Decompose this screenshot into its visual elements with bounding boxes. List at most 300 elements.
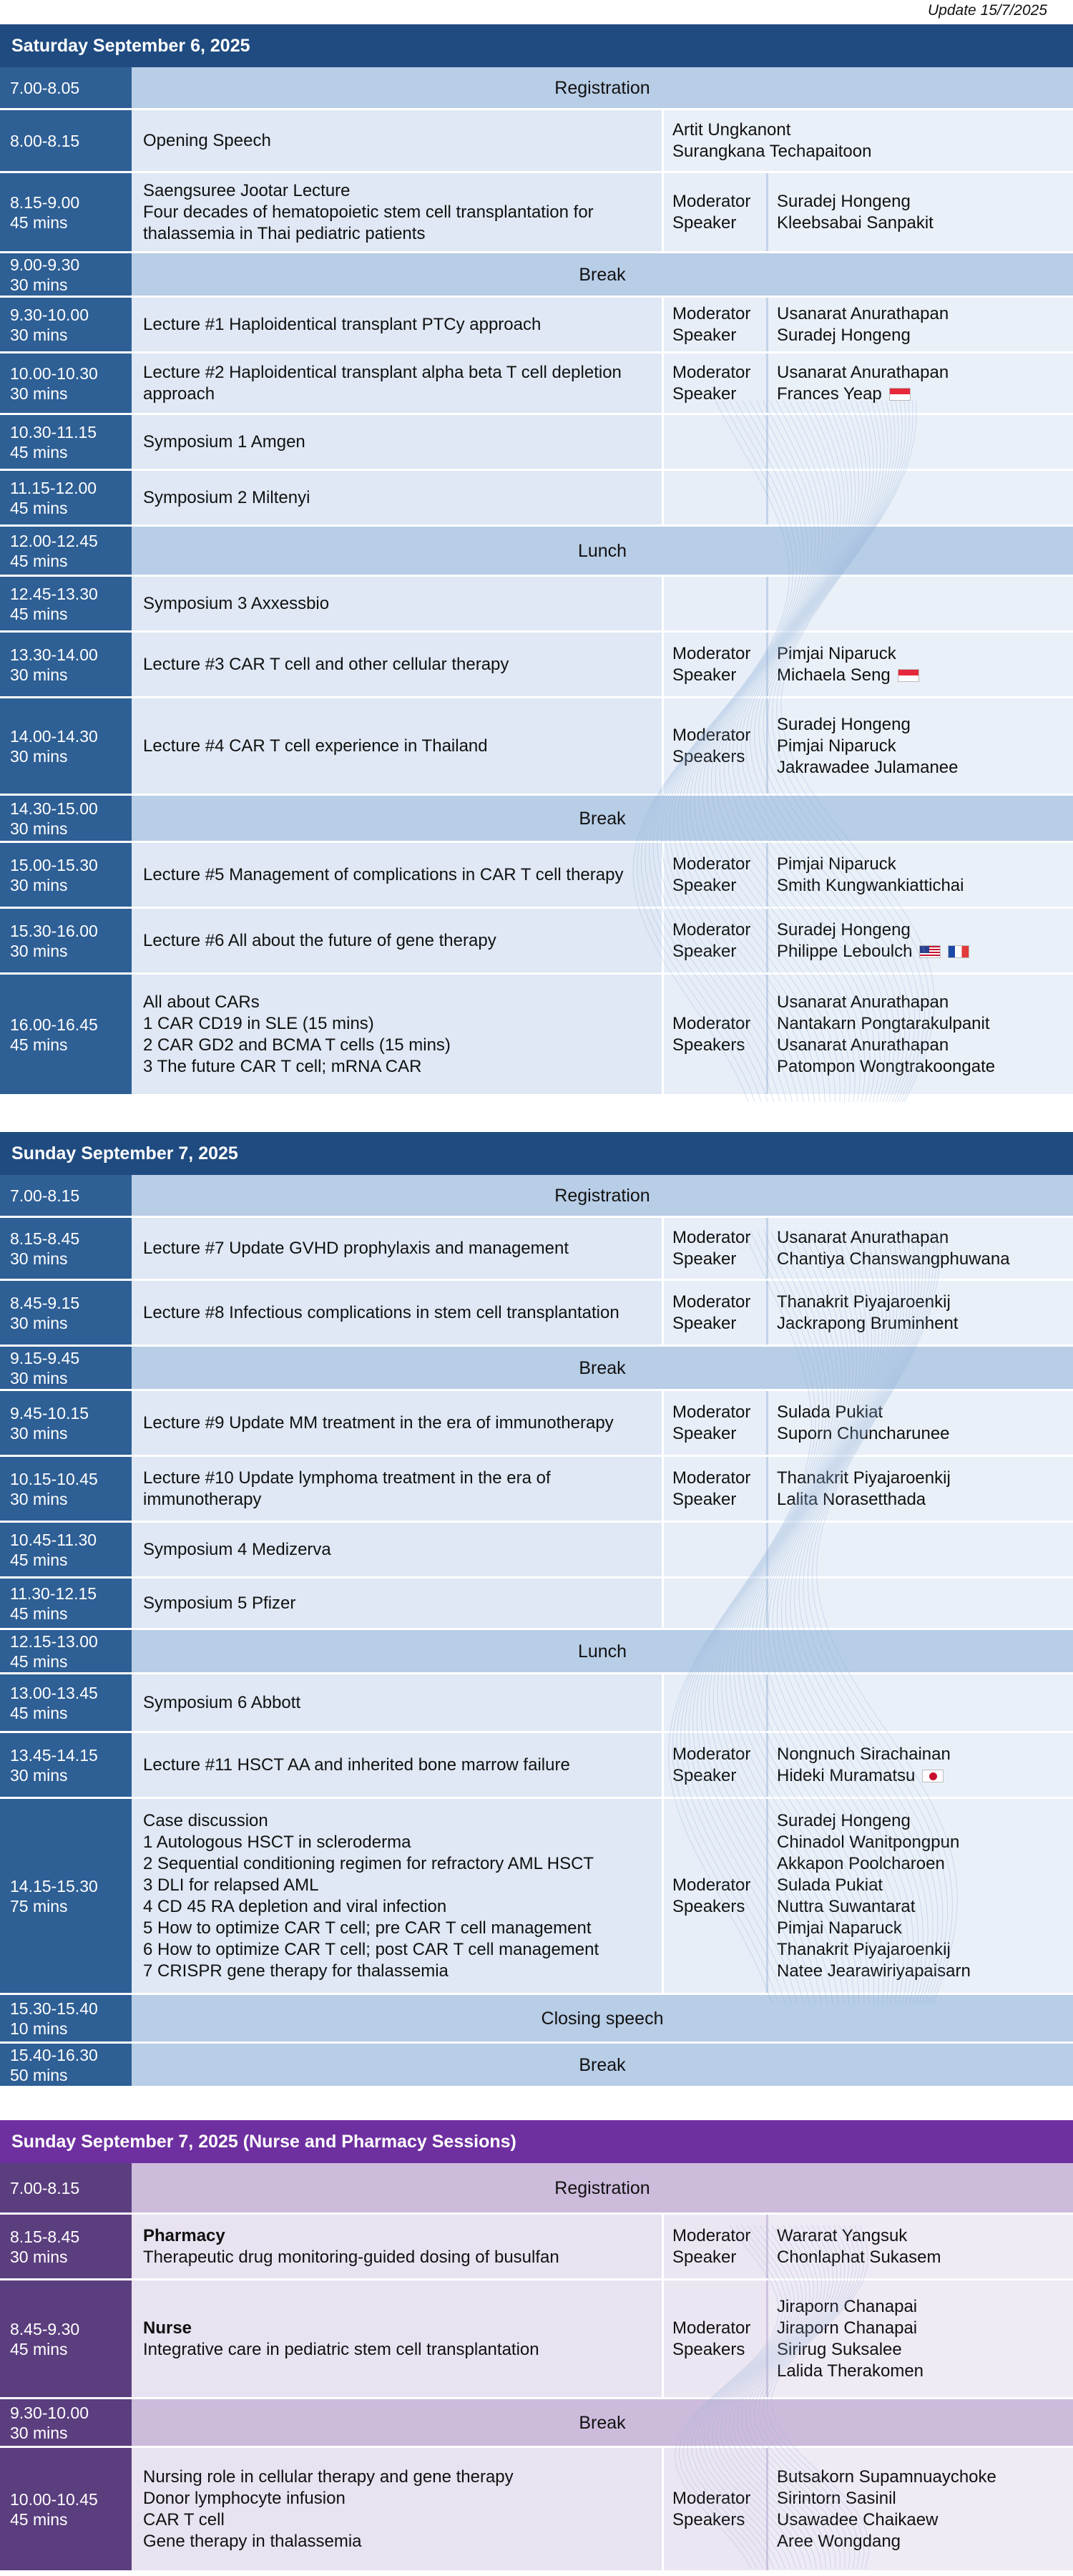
- duration: 75 mins: [10, 1896, 68, 1916]
- time-range: 15.30-15.40: [10, 1999, 98, 2018]
- session-title-line: Nursing role in cellular therapy and gene therapy: [143, 2467, 514, 2487]
- schedule-banner-row: [0, 1175, 1073, 1218]
- presenter-name: Frances Yeap: [777, 384, 1066, 405]
- session-title-line: Gene therapy in thalassemia: [143, 2531, 362, 2551]
- presenter-names-cell: [768, 2215, 1073, 2278]
- presenter-names-cell: [768, 471, 1073, 525]
- session-title-cell: [132, 1579, 664, 1628]
- duration: 50 mins: [10, 2065, 68, 2084]
- presenter-name: Jiraporn Chanapai: [777, 2318, 918, 2338]
- banner-label: Break: [132, 796, 1073, 841]
- role-label: Moderator: [672, 1468, 751, 1488]
- role-cell: [664, 2448, 768, 2570]
- presenter-name: Chinadol Wanitpongpun: [777, 1832, 960, 1852]
- schedule-banner-row: [0, 1630, 1073, 1674]
- session-title-line: 3 DLI for relapsed AML: [143, 1875, 319, 1895]
- presenter-names-cell: [768, 173, 1073, 251]
- time-cell: [0, 1175, 132, 1216]
- duration: 10 mins: [10, 2019, 68, 2038]
- duration: 30 mins: [10, 1368, 68, 1387]
- duration: 45 mins: [10, 1550, 68, 1569]
- time-range: 7.00-8.15: [10, 1186, 80, 1205]
- role-cell: [664, 1799, 768, 1993]
- time-range: 10.15-10.45: [10, 1469, 98, 1488]
- role-label: Moderator: [672, 1013, 751, 1033]
- time-cell: [0, 1281, 132, 1345]
- presenter-name: Pimjai Niparuck: [777, 854, 896, 874]
- presenter-names-cell: [768, 1281, 1073, 1345]
- banner-label: Registration: [132, 67, 1073, 108]
- role-label: Speaker: [672, 941, 737, 961]
- presenter-names-cell: [768, 975, 1073, 1094]
- presenter-names-cell: [768, 2280, 1073, 2397]
- presenter-name: Surangkana Techapaitoon: [672, 141, 872, 161]
- role-cell: [664, 1391, 768, 1455]
- time-range: 12.00-12.45: [10, 531, 98, 550]
- session-title-cell: [132, 1733, 664, 1797]
- flag-jp-icon: [922, 1770, 944, 1782]
- time-range: 16.00-16.45: [10, 1015, 98, 1034]
- time-cell: [0, 110, 132, 171]
- time-cell: [0, 353, 132, 413]
- duration: 45 mins: [10, 604, 68, 623]
- time-range: 9.15-9.45: [10, 1348, 80, 1367]
- presenter-name: Jakrawadee Julamanee: [777, 757, 959, 777]
- role-cell: [664, 415, 768, 469]
- time-cell: [0, 796, 132, 841]
- presenter-name: Artit Ungkanont: [672, 119, 791, 140]
- role-label: Speaker: [672, 1313, 737, 1333]
- session-title-line: Symposium 3 Axxessbio: [143, 593, 330, 613]
- presenter-name: Philippe Leboulch: [777, 941, 1066, 962]
- role-label: Moderator: [672, 362, 751, 382]
- day-header: Sunday September 7, 2025 (Nurse and Pharmacy Sessions): [0, 2120, 1073, 2163]
- presenter-name: Smith Kungwankiattichai: [777, 875, 964, 895]
- session-title-line: Lecture #6 All about the future of gene therapy: [143, 930, 496, 950]
- schedule-banner-row: [0, 253, 1073, 298]
- presenter-names-cell: [768, 1579, 1073, 1628]
- presenter-name: Hideki Muramatsu: [777, 1765, 1066, 1787]
- presenter-name: Usanarat Anurathapan: [777, 1035, 949, 1055]
- session-title-cell: [132, 1391, 664, 1455]
- duration: 30 mins: [10, 1313, 68, 1332]
- schedule-row: [0, 173, 1073, 253]
- role-label: Speaker: [672, 1765, 737, 1785]
- presenter-name: Nuttra Suwantarat: [777, 1896, 916, 1916]
- session-title-line: Lecture #10 Update lymphoma treatment in the era of immunotherapy: [143, 1468, 551, 1509]
- session-title-line: Lecture #11 HSCT AA and inherited bone marrow failure: [143, 1755, 570, 1775]
- session-title-line: Symposium 4 Medizerva: [143, 1539, 331, 1559]
- role-label: Moderator: [672, 2318, 751, 2338]
- time-cell: [0, 2163, 132, 2212]
- session-title-line: 3 The future CAR T cell; mRNA CAR: [143, 1056, 422, 1076]
- schedule-row: [0, 975, 1073, 1096]
- banner-label: Registration: [132, 1175, 1073, 1216]
- role-label: Speaker: [672, 1489, 737, 1509]
- schedule-row: [0, 1281, 1073, 1347]
- time-cell: [0, 577, 132, 630]
- time-range: 10.30-11.15: [10, 422, 97, 441]
- session-title-cell: [132, 577, 664, 630]
- duration: 45 mins: [10, 1604, 68, 1623]
- presenter-name: Suradej Hongeng: [777, 1810, 911, 1830]
- session-title-line: Lecture #2 Haploidentical transplant alpha beta T cell depletion approach: [143, 362, 622, 404]
- role-cell: [664, 1457, 768, 1521]
- role-label: Speaker: [672, 1423, 737, 1443]
- role-label: Speakers: [672, 1896, 745, 1916]
- presenter-name: Patompon Wongtrakoongate: [777, 1056, 996, 1076]
- presenter-names-cell: [768, 1391, 1073, 1455]
- session-title-line: Lecture #1 Haploidentical transplant PTCy approach: [143, 314, 542, 334]
- role-cell: [664, 471, 768, 525]
- role-cell: [664, 1733, 768, 1797]
- schedule-banner-row: [0, 1347, 1073, 1391]
- time-range: 10.00-10.30: [10, 364, 98, 383]
- duration: 30 mins: [10, 2423, 68, 2442]
- presenter-name: Sulada Pukiat: [777, 1875, 883, 1895]
- time-cell: [0, 1674, 132, 1731]
- time-cell: [0, 1995, 132, 2041]
- presenter-name: Suradej Hongeng: [777, 325, 911, 345]
- role-label: Moderator: [672, 191, 751, 211]
- time-range: 8.15-8.45: [10, 2227, 80, 2246]
- time-range: 7.00-8.05: [10, 78, 80, 97]
- schedule-row: [0, 1457, 1073, 1523]
- presenter-name: Aree Wongdang: [777, 2531, 901, 2551]
- session-title-line: 5 How to optimize CAR T cell; pre CAR T cell management: [143, 1918, 592, 1938]
- role-label: Moderator: [672, 303, 751, 323]
- time-cell: [0, 2448, 132, 2570]
- flag-sg-icon: [889, 388, 911, 401]
- session-title-cell: [132, 843, 664, 907]
- session-title-line: Symposium 2 Miltenyi: [143, 487, 310, 507]
- time-range: 12.45-13.30: [10, 584, 98, 603]
- session-title-cell: [132, 1523, 664, 1576]
- duration: 30 mins: [10, 1423, 68, 1443]
- session-title-line: Lecture #5 Management of complications in CAR T cell therapy: [143, 864, 624, 884]
- schedule-row: [0, 1523, 1073, 1579]
- session-title-cell: [132, 1674, 664, 1731]
- time-cell: [0, 1733, 132, 1797]
- session-title-line: Symposium 5 Pfizer: [143, 1593, 296, 1613]
- session-title-line: Pharmacy: [143, 2225, 225, 2245]
- time-cell: [0, 1579, 132, 1628]
- duration: 45 mins: [10, 1652, 68, 1671]
- duration: 30 mins: [10, 1765, 68, 1785]
- day-header: Sunday September 7, 2025: [0, 1132, 1073, 1175]
- schedule-row: [0, 633, 1073, 698]
- session-title-line: Integrative care in pediatric stem cell transplantation: [143, 2339, 539, 2359]
- presenter-names-cell: [768, 843, 1073, 907]
- session-title-cell: [132, 975, 664, 1094]
- session-title-line: Lecture #3 CAR T cell and other cellular therapy: [143, 654, 509, 674]
- duration: 30 mins: [10, 819, 68, 838]
- duration: 45 mins: [10, 2339, 68, 2358]
- presenter-name: Nongnuch Sirachainan: [777, 1744, 951, 1764]
- presenter-name: Pimjai Naparuck: [777, 1918, 902, 1938]
- time-range: 9.30-10.00: [10, 2403, 89, 2422]
- schedule-row: [0, 2280, 1073, 2399]
- duration: 30 mins: [10, 746, 68, 766]
- duration: 30 mins: [10, 665, 68, 684]
- duration: 45 mins: [10, 2509, 68, 2529]
- presenter-names-cell: [768, 909, 1073, 972]
- presenter-names-cell: [768, 1218, 1073, 1279]
- presenter-name: Usanarat Anurathapan: [777, 362, 949, 382]
- time-range: 13.45-14.15: [10, 1745, 98, 1765]
- session-title-cell: [132, 2448, 664, 2570]
- schedule-row: [0, 1674, 1073, 1733]
- presenter-name: Usanarat Anurathapan: [777, 992, 949, 1012]
- presenter-names-cell: [768, 1457, 1073, 1521]
- time-range: 12.15-13.00: [10, 1631, 98, 1651]
- presenter-names-cell: [768, 577, 1073, 630]
- banner-label: Closing speech: [132, 1995, 1073, 2041]
- banner-label: Lunch: [132, 527, 1073, 575]
- presenter-name: Thanakrit Piyajaroenkij: [777, 1939, 951, 1959]
- session-title-line: Case discussion: [143, 1810, 268, 1830]
- role-label: Speakers: [672, 1035, 745, 1055]
- session-title-line: 1 CAR CD19 in SLE (15 mins): [143, 1013, 374, 1033]
- role-cell: [664, 909, 768, 972]
- presenter-name: Jackrapong Bruminhent: [777, 1313, 959, 1333]
- time-cell: [0, 975, 132, 1094]
- schedule-banner-row: [0, 2399, 1073, 2448]
- presenter-name: Kleebsabai Sanpakit: [777, 213, 934, 233]
- presenter-names-cell: [768, 353, 1073, 413]
- schedule-row: [0, 909, 1073, 975]
- role-label: Moderator: [672, 643, 751, 663]
- time-range: 8.00-8.15: [10, 131, 80, 150]
- schedule-banner-row: [0, 2044, 1073, 2088]
- duration: 30 mins: [10, 2247, 68, 2266]
- role-cell: [664, 2280, 768, 2397]
- role-label: Moderator: [672, 854, 751, 874]
- duration: 45 mins: [10, 551, 68, 570]
- presenter-names-cell: [768, 698, 1073, 794]
- time-cell: [0, 1347, 132, 1389]
- duration: 30 mins: [10, 1249, 68, 1268]
- time-cell: [0, 1457, 132, 1521]
- session-title-line: All about CARs: [143, 992, 260, 1012]
- duration: 45 mins: [10, 1035, 68, 1054]
- time-cell: [0, 1799, 132, 1993]
- time-range: 9.30-10.00: [10, 305, 89, 324]
- banner-label: Lunch: [132, 1630, 1073, 1672]
- role-cell: [664, 298, 768, 351]
- time-range: 7.00-8.15: [10, 2178, 80, 2197]
- session-title-line: 7 CRISPR gene therapy for thalassemia: [143, 1961, 449, 1981]
- session-title-line: Lecture #8 Infectious complications in stem cell transplantation: [143, 1302, 619, 1322]
- session-title-line: Nurse: [143, 2318, 192, 2338]
- role-cell: [664, 2215, 768, 2278]
- schedule-banner-row: [0, 2163, 1073, 2215]
- presenter-name: Akkapon Poolcharoen: [777, 1853, 945, 1873]
- role-cell: [664, 1281, 768, 1345]
- time-cell: [0, 2215, 132, 2278]
- schedule-row: [0, 698, 1073, 796]
- session-title-line: Four decades of hematopoietic stem cell transplantation for thalassemia in Thai pediatric patients: [143, 202, 594, 243]
- day-header: Saturday September 6, 2025: [0, 24, 1073, 67]
- presenter-names-cell: [768, 1523, 1073, 1576]
- duration: 30 mins: [10, 875, 68, 894]
- duration: 30 mins: [10, 275, 68, 294]
- schedule-banner-row: [0, 1995, 1073, 2044]
- duration: 30 mins: [10, 325, 68, 344]
- session-title-cell: [132, 2280, 664, 2397]
- time-cell: [0, 2044, 132, 2086]
- presenter-name: Lalita Norasetthada: [777, 1489, 926, 1509]
- flag-us-icon: [919, 945, 941, 958]
- update-note: Update 15/7/2025: [928, 2, 1047, 19]
- schedule-banner-row: [0, 67, 1073, 110]
- duration: 30 mins: [10, 1489, 68, 1508]
- time-cell: [0, 2280, 132, 2397]
- schedule-row: [0, 110, 1073, 173]
- time-range: 9.00-9.30: [10, 255, 80, 274]
- session-title-line: Lecture #7 Update GVHD prophylaxis and management: [143, 1238, 569, 1258]
- role-cell: [664, 1579, 768, 1628]
- session-title-line: Therapeutic drug monitoring-guided dosing of busulfan: [143, 2247, 559, 2267]
- session-title-line: 4 CD 45 RA depletion and viral infection: [143, 1896, 447, 1916]
- banner-label: Break: [132, 253, 1073, 296]
- presenter-name: Suporn Chuncharunee: [777, 1423, 950, 1443]
- time-range: 13.00-13.45: [10, 1683, 98, 1702]
- presenter-name: Chantiya Chanswangphuwana: [777, 1249, 1010, 1269]
- presenter-name: Sirintorn Sasinil: [777, 2488, 896, 2508]
- session-title-line: 1 Autologous HSCT in scleroderma: [143, 1832, 411, 1852]
- role-label: Speakers: [672, 746, 745, 766]
- day-section-saturday: [0, 24, 1073, 1096]
- role-cell: [664, 698, 768, 794]
- presenter-name: Natee Jearawiriyapaisarn: [777, 1961, 971, 1981]
- schedule-banner-row: [0, 527, 1073, 577]
- session-title-line: 2 Sequential conditioning regimen for refractory AML HSCT: [143, 1853, 594, 1873]
- presenter-names-cell: [768, 298, 1073, 351]
- role-cell: [664, 843, 768, 907]
- role-cell: [664, 1674, 768, 1731]
- schedule-row: [0, 471, 1073, 527]
- time-range: 10.45-11.30: [10, 1530, 97, 1549]
- time-range: 8.45-9.30: [10, 2319, 80, 2338]
- time-cell: [0, 843, 132, 907]
- session-title-line: 2 CAR GD2 and BCMA T cells (15 mins): [143, 1035, 451, 1055]
- duration: 45 mins: [10, 1703, 68, 1722]
- presenter-names-cell: [768, 1733, 1073, 1797]
- duration: 30 mins: [10, 941, 68, 960]
- time-cell: [0, 67, 132, 108]
- role-cell: [664, 633, 768, 696]
- role-cell: [664, 1523, 768, 1576]
- presenter-name: Michaela Seng: [777, 665, 1066, 686]
- role-label: Moderator: [672, 919, 751, 940]
- presenter-name: Sulada Pukiat: [777, 1402, 883, 1422]
- presenter-name: Suradej Hongeng: [777, 714, 911, 734]
- session-title-cell: [132, 353, 664, 413]
- role-label: Speaker: [672, 213, 737, 233]
- presenter-name: Usanarat Anurathapan: [777, 303, 949, 323]
- presenter-name: Chonlaphat Sukasem: [777, 2247, 941, 2267]
- time-range: 15.00-15.30: [10, 855, 98, 874]
- session-title-line: Donor lymphocyte infusion: [143, 2488, 346, 2508]
- role-cell: [664, 1218, 768, 1279]
- duration: 45 mins: [10, 442, 68, 462]
- time-cell: [0, 1630, 132, 1672]
- presenter-name: Thanakrit Piyajaroenkij: [777, 1468, 951, 1488]
- session-title-cell: [132, 415, 664, 469]
- time-range: 14.15-15.30: [10, 1876, 98, 1896]
- time-cell: [0, 1391, 132, 1455]
- presenter-name: Sirirug Suksalee: [777, 2339, 902, 2359]
- time-cell: [0, 698, 132, 794]
- session-title-cell: [132, 298, 664, 351]
- schedule-banner-row: [0, 796, 1073, 843]
- duration: 45 mins: [10, 213, 68, 232]
- time-cell: [0, 527, 132, 575]
- session-title-cell: [132, 471, 664, 525]
- role-cell: [664, 577, 768, 630]
- session-title-line: 6 How to optimize CAR T cell; post CAR T cell management: [143, 1939, 599, 1959]
- presenter-name: Thanakrit Piyajaroenkij: [777, 1292, 951, 1312]
- schedule-row: [0, 298, 1073, 353]
- schedule-row: [0, 1799, 1073, 1995]
- schedule-row: [0, 1579, 1073, 1630]
- session-title-line: CAR T cell: [143, 2509, 225, 2529]
- time-cell: [0, 633, 132, 696]
- role-label: Moderator: [672, 2225, 751, 2245]
- time-range: 13.30-14.00: [10, 645, 98, 664]
- time-range: 10.00-10.45: [10, 2489, 98, 2509]
- presenter-names-cell: [768, 1674, 1073, 1731]
- presenter-name: Suradej Hongeng: [777, 919, 911, 940]
- flag-sg-icon: [898, 669, 919, 682]
- banner-label: Break: [132, 2044, 1073, 2086]
- time-range: 14.30-15.00: [10, 799, 98, 818]
- session-title-line: Lecture #9 Update MM treatment in the era of immunotherapy: [143, 1413, 614, 1433]
- banner-label: Registration: [132, 2163, 1073, 2212]
- schedule-row: [0, 1391, 1073, 1457]
- time-range: 8.15-8.45: [10, 1229, 80, 1248]
- session-title-cell: [132, 633, 664, 696]
- presenter-names-cell: [664, 110, 1073, 171]
- time-cell: [0, 2399, 132, 2446]
- role-label: Speakers: [672, 2339, 745, 2359]
- schedule-row: [0, 1218, 1073, 1281]
- schedule-row: [0, 843, 1073, 909]
- time-cell: [0, 471, 132, 525]
- schedule-row: [0, 415, 1073, 471]
- role-label: Moderator: [672, 1875, 751, 1895]
- role-label: Speaker: [672, 1249, 737, 1269]
- role-cell: [664, 353, 768, 413]
- time-cell: [0, 909, 132, 972]
- role-label: Moderator: [672, 1402, 751, 1422]
- session-title-line: Saengsuree Jootar Lecture: [143, 180, 351, 200]
- role-label: Speaker: [672, 875, 737, 895]
- schedule-row: [0, 2448, 1073, 2572]
- time-cell: [0, 253, 132, 296]
- banner-label: Break: [132, 2399, 1073, 2446]
- time-range: 14.00-14.30: [10, 726, 98, 746]
- day-section-sunday: [0, 1132, 1073, 2088]
- duration: 45 mins: [10, 498, 68, 517]
- time-cell: [0, 1523, 132, 1576]
- time-range: 11.15-12.00: [10, 478, 97, 497]
- session-title-line: Symposium 6 Abbott: [143, 1692, 301, 1712]
- duration: 30 mins: [10, 384, 68, 403]
- day-section-sunday-nurse-pharmacy: [0, 2120, 1073, 2572]
- role-label: Moderator: [672, 1292, 751, 1312]
